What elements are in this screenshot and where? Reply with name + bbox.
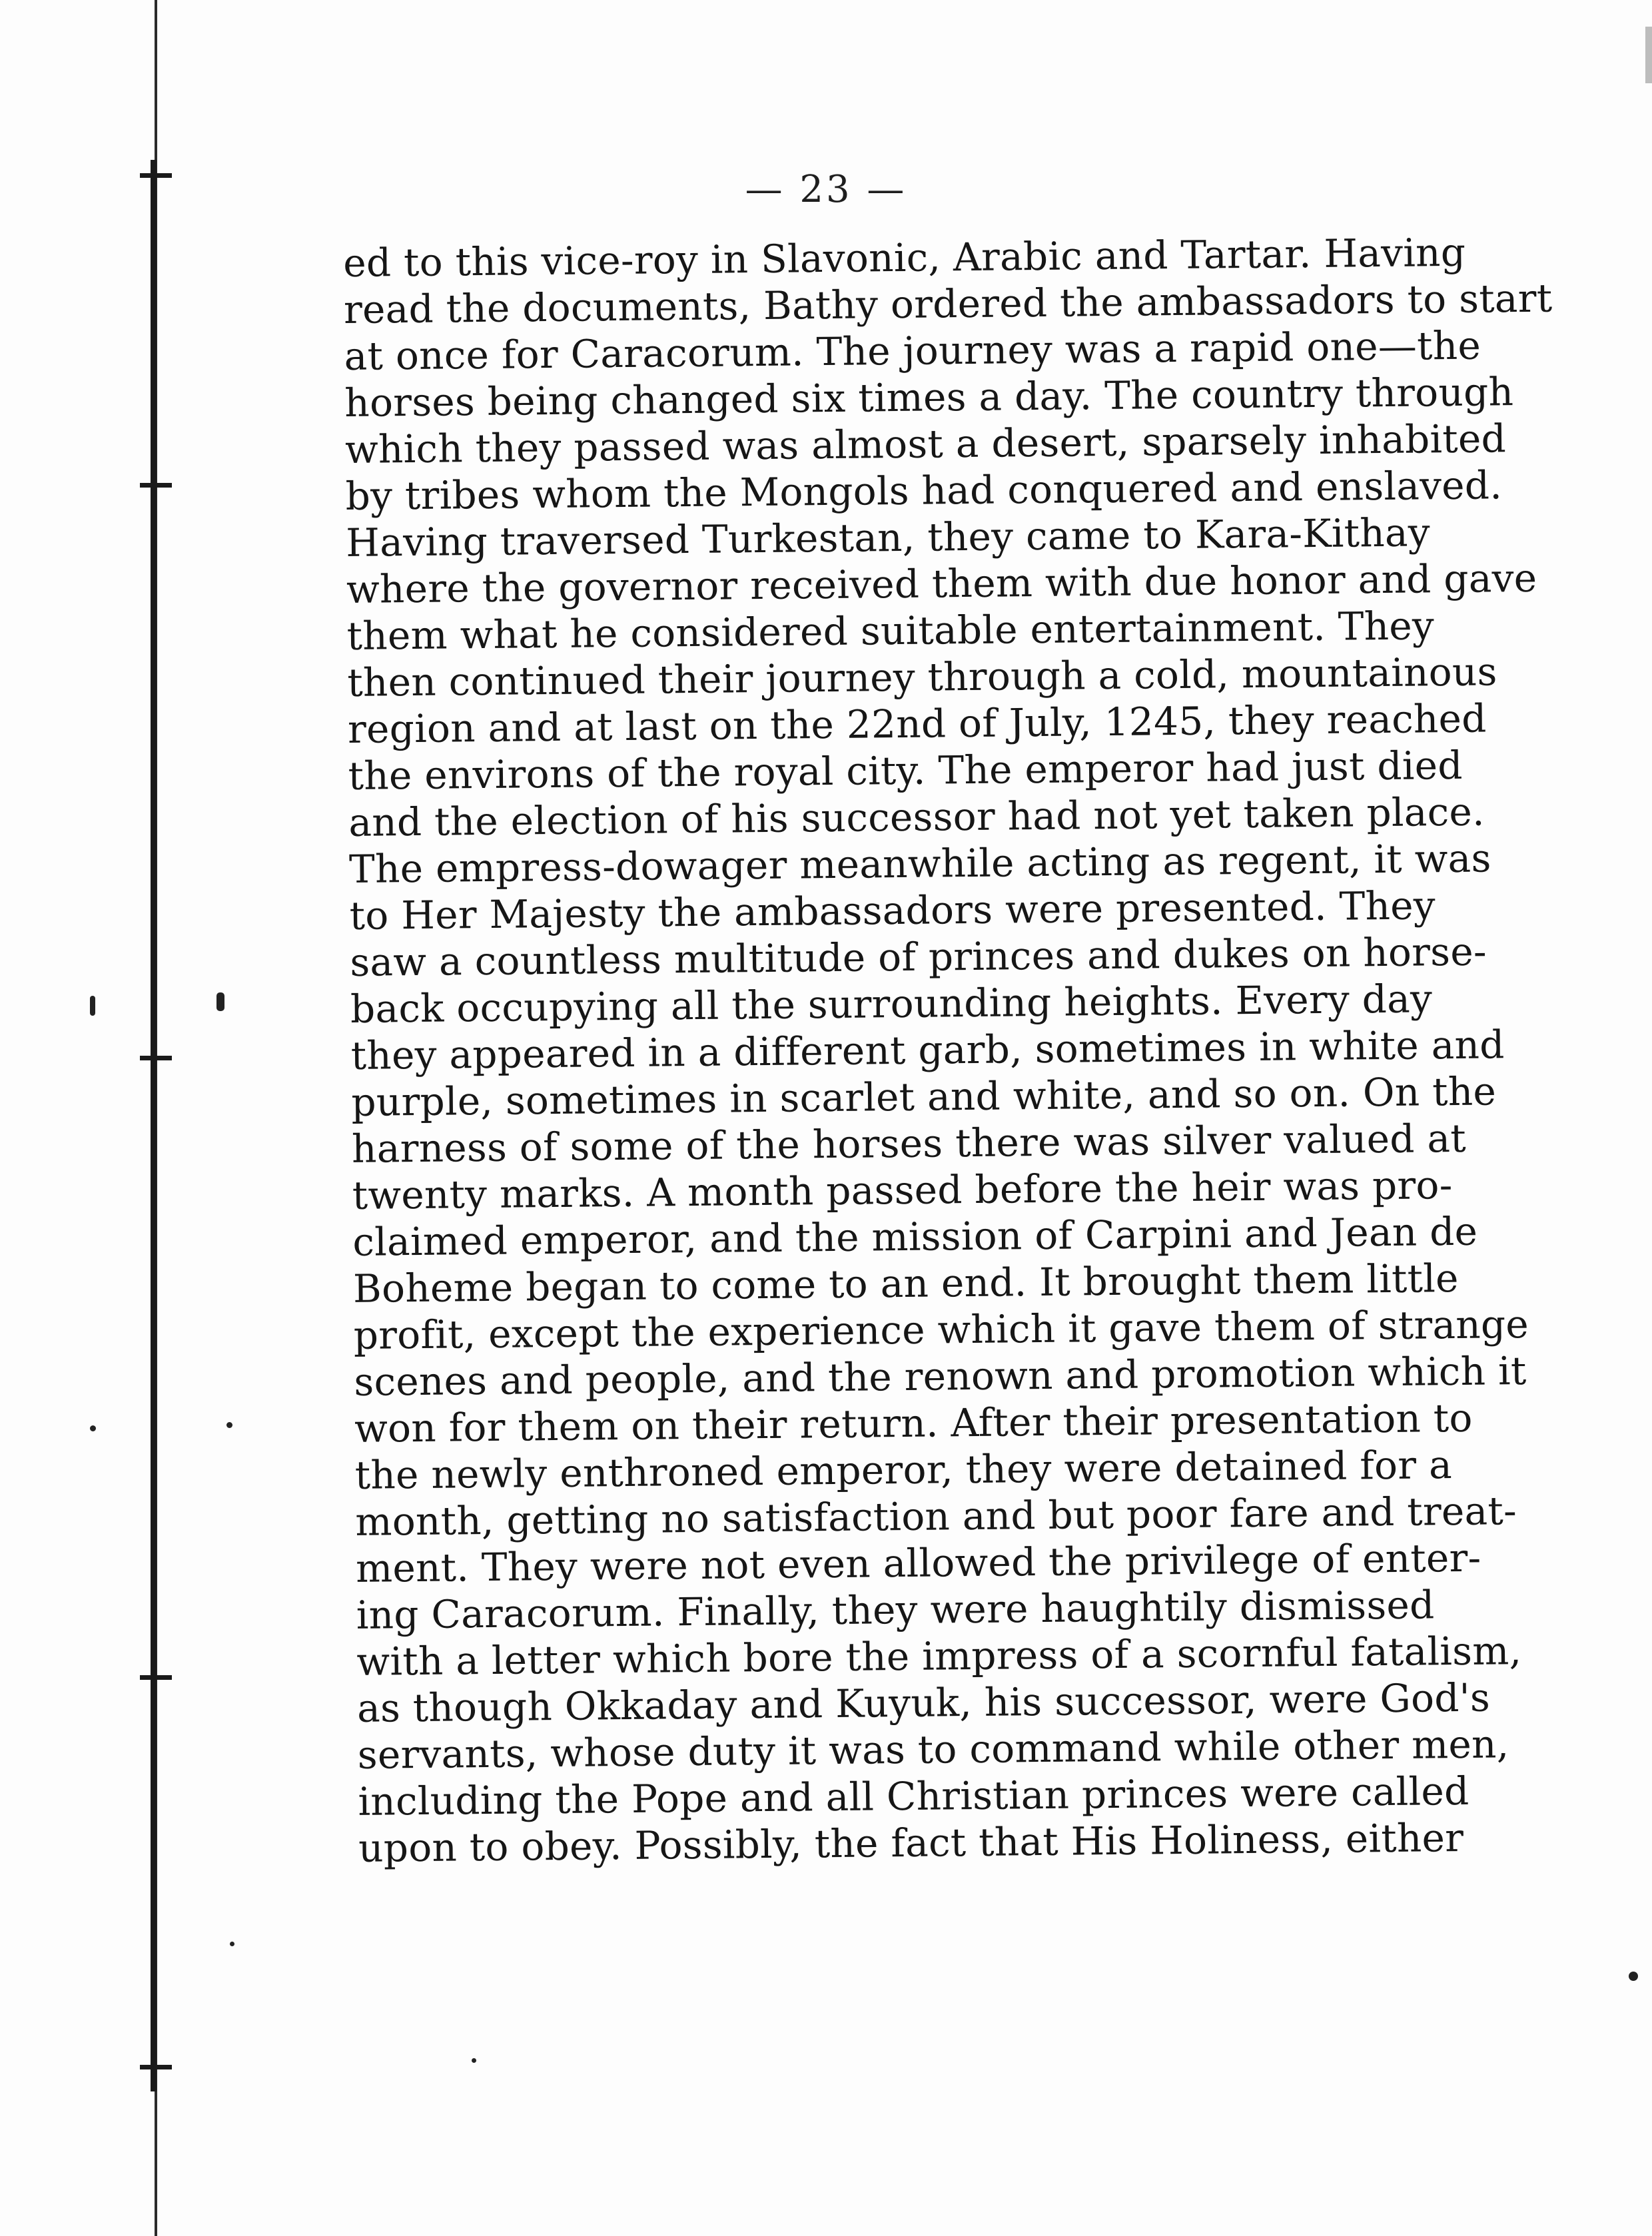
text-line: them what he considered suitable entertainment. They (346, 603, 1435, 659)
scan-speck (226, 1422, 232, 1428)
text-line: harness of some of the horses there was silver valued at (351, 1115, 1467, 1172)
text-line: which they passed was almost a desert, sparsely inhabited (344, 416, 1507, 472)
text-line: purple, sometimes in scarlet and white, and so on. On the (351, 1068, 1497, 1125)
text-line: profit, except the experience which it gave them of strange (353, 1301, 1529, 1358)
text-line: with a letter which bore the impress of a scornful fatalism, (356, 1628, 1522, 1684)
text-line: servants, whose duty it was to command while other men, (357, 1721, 1509, 1778)
text-line: where the governor received them with due honor and gave (346, 555, 1537, 612)
binding-stitch (140, 483, 172, 488)
text-line: ed to this vice-roy in Slavonic, Arabic and Tartar. Having (343, 229, 1466, 286)
scan-speck (472, 2058, 476, 2063)
text-line: Boheme began to come to an end. It brought them little (352, 1255, 1459, 1311)
text-line: saw a countless multitude of princes and dukes on horse- (350, 929, 1487, 985)
text-line: claimed emperor, and the mission of Carpini and Jean de (352, 1208, 1478, 1265)
page-number: — 23 — (745, 168, 907, 211)
scan-speck (1629, 1972, 1638, 1981)
text-line: to Her Majesty the ambassadors were presented. They (349, 883, 1436, 938)
text-line: region and at last on the 22nd of July, 1245, they reached (347, 695, 1487, 752)
text-line: the newly enthroned emperor, they were detained for a (354, 1442, 1453, 1498)
text-line: horses being changed six times a day. The country through (344, 369, 1514, 426)
text-line: scenes and people, and the renown and promotion which it (354, 1348, 1527, 1405)
text-line: ing Caracorum. Finally, they were haughtily dismissed (356, 1582, 1435, 1638)
text-line: back occupying all the surrounding heights. Every day (350, 976, 1433, 1032)
text-line: by tribes whom the Mongols had conquered and enslaved. (345, 462, 1503, 519)
text-line: twenty marks. A month passed before the heir was pro- (352, 1162, 1453, 1218)
binding-stitch (140, 2065, 172, 2069)
binding-stitch (140, 1056, 172, 1060)
text-line: The empress-dowager meanwhile acting as regent, it was (348, 835, 1491, 892)
scan-speck (90, 1425, 96, 1431)
binding-stitch (140, 1675, 172, 1680)
scan-speck (216, 992, 224, 1011)
text-line: read the documents, Bathy ordered the ambassadors to start (343, 275, 1553, 332)
text-line: and the election of his successor had not yet taken place. (348, 789, 1485, 845)
text-line: the environs of the royal city. The emperor had just died (348, 742, 1463, 799)
page-edge-mark (1645, 27, 1652, 83)
text-line: as though Okkaday and Kuyuk, his successor, were God's (356, 1675, 1491, 1731)
body-text (343, 229, 1553, 1872)
text-line: at once for Caracorum. The journey was a rapid one—the (344, 322, 1481, 379)
text-line: then continued their journey through a cold, mountainous (347, 649, 1497, 705)
text-line: ment. They were not even allowed the privilege of enter- (355, 1535, 1481, 1591)
text-line: they appeared in a different garb, sometimes in white and (350, 1022, 1505, 1078)
scan-speck (90, 996, 95, 1016)
text-line: won for them on their return. After their presentation to (354, 1395, 1473, 1451)
scan-speck (230, 1942, 234, 1946)
text-line: Having traversed Turkestan, they came to Kara-Kithay (346, 510, 1431, 565)
binding-shadow (151, 160, 157, 2091)
text-line: including the Pope and all Christian princes were called (358, 1768, 1469, 1824)
binding-stitch (140, 173, 172, 178)
text-line: upon to obey. Possibly, the fact that His Holiness, either (358, 1814, 1464, 1871)
text-line: month, getting no satisfaction and but poor fare and treat- (355, 1488, 1517, 1545)
